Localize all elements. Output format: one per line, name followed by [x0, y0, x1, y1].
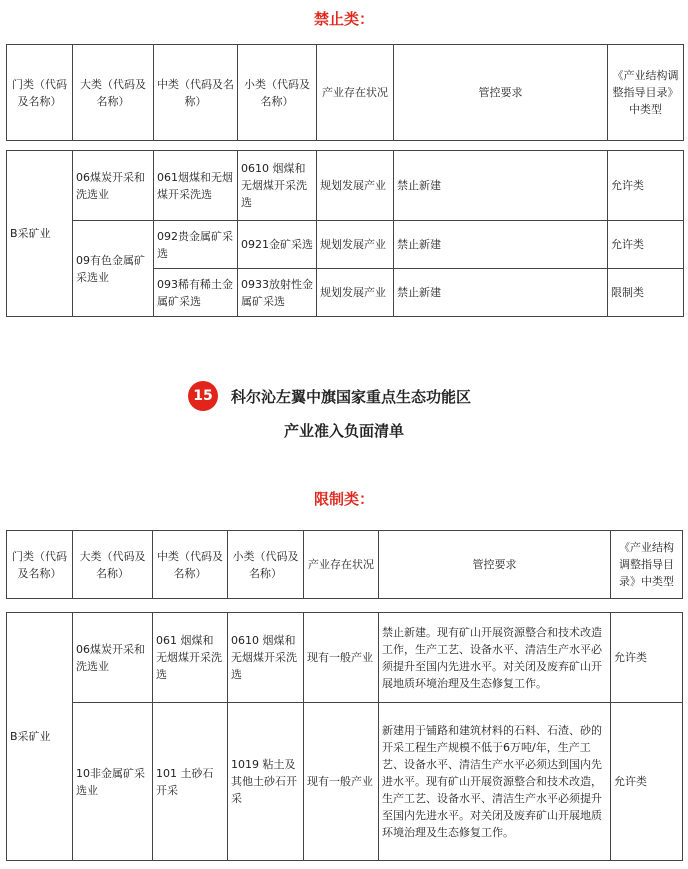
table-row [7, 221, 684, 269]
restricted-body-table [6, 612, 683, 861]
mid-cell: 061烟煤和无烟煤开采洗选 [154, 151, 238, 221]
header-control: 管控要求 [379, 531, 611, 599]
type-cell: 限制类 [608, 269, 684, 317]
header-status: 产业存在状况 [304, 531, 379, 599]
header-type: 《产业结构调整指导目录》中类型 [611, 531, 683, 599]
header-major: 大类（代码及名称） [73, 531, 153, 599]
control-cell: 禁止新建 [394, 269, 608, 317]
minor-cell: 0921金矿采选 [238, 221, 317, 269]
mid-cell: 092贵金属矿采选 [154, 221, 238, 269]
control-cell: 新建用于铺路和建筑材料的石料、石渣、砂的开采工程生产规模不低于6万吨/年，生产工艺、设备水平、清洁生产水平必须达到国内先进水平。现有矿山开展资源整合和技术改造，生产工艺、设备水平、清洁生产水平必须提升至国内先进水平。对关闭及废弃矿山开展地质环境治理及生态修复工作。 [379, 703, 611, 861]
status-cell: 现有一般产业 [304, 613, 379, 703]
status-cell: 规划发展产业 [317, 269, 394, 317]
table-row [7, 151, 684, 221]
banner-heading-line1: 科尔沁左翼中旗国家重点生态功能区 [231, 388, 472, 406]
type-cell: 允许类 [611, 613, 683, 703]
prohibited-body-table [6, 150, 684, 317]
section-title-restricted: 限制类： [313, 490, 374, 508]
number-badge: 15 [188, 381, 218, 411]
section-title-prohibited: 禁止类： [313, 10, 374, 28]
major-cell: 10非金属矿采选业 [73, 703, 153, 861]
major-cell: 09有色金属矿采选业 [73, 221, 154, 317]
header-minor: 小类（代码及名称） [238, 45, 317, 141]
minor-cell: 0610 烟煤和无烟煤开采洗选 [228, 613, 304, 703]
status-cell: 规划发展产业 [317, 221, 394, 269]
mid-cell: 093稀有稀土金属矿采选 [154, 269, 238, 317]
header-minor: 小类（代码及名称） [228, 531, 304, 599]
major-cell: 06煤炭开采和洗选业 [73, 151, 154, 221]
control-cell: 禁止新建 [394, 151, 608, 221]
minor-cell: 0933放射性金属矿采选 [238, 269, 317, 317]
major-cell: 06煤炭开采和洗选业 [73, 613, 153, 703]
control-cell: 禁止新建。现有矿山开展资源整合和技术改造工作，生产工艺、设备水平、清洁生产水平必须提升至国内先进水平。对关闭及废弃矿山开展地质环境治理及生态修复工作。 [379, 613, 611, 703]
type-cell: 允许类 [608, 221, 684, 269]
header-status: 产业存在状况 [317, 45, 394, 141]
header-category: 门类（代码及名称） [7, 531, 73, 599]
restricted-header-table [6, 530, 683, 599]
header-mid: 中类（代码及名称） [153, 531, 228, 599]
mid-cell: 061 烟煤和无烟煤开采洗选 [153, 613, 228, 703]
status-cell: 现有一般产业 [304, 703, 379, 861]
minor-cell: 1019 粘土及其他土砂石开采 [228, 703, 304, 861]
prohibited-header-table [6, 44, 684, 141]
table-row [7, 613, 683, 703]
header-type: 《产业结构调整指导目录》中类型 [608, 45, 684, 141]
control-cell: 禁止新建 [394, 221, 608, 269]
header-control: 管控要求 [394, 45, 608, 141]
type-cell: 允许类 [611, 703, 683, 861]
minor-cell: 0610 烟煤和无烟煤开采洗选 [238, 151, 317, 221]
header-major: 大类（代码及名称） [73, 45, 154, 141]
status-cell: 规划发展产业 [317, 151, 394, 221]
header-mid: 中类（代码及名称） [154, 45, 238, 141]
header-category: 门类（代码及名称） [7, 45, 73, 141]
banner-heading-line2: 产业准入负面清单 [283, 422, 404, 440]
table-row [7, 703, 683, 861]
category-cell: B采矿业 [7, 151, 73, 317]
mid-cell: 101 土砂石开采 [153, 703, 228, 861]
type-cell: 允许类 [608, 151, 684, 221]
category-cell: B采矿业 [7, 613, 73, 861]
